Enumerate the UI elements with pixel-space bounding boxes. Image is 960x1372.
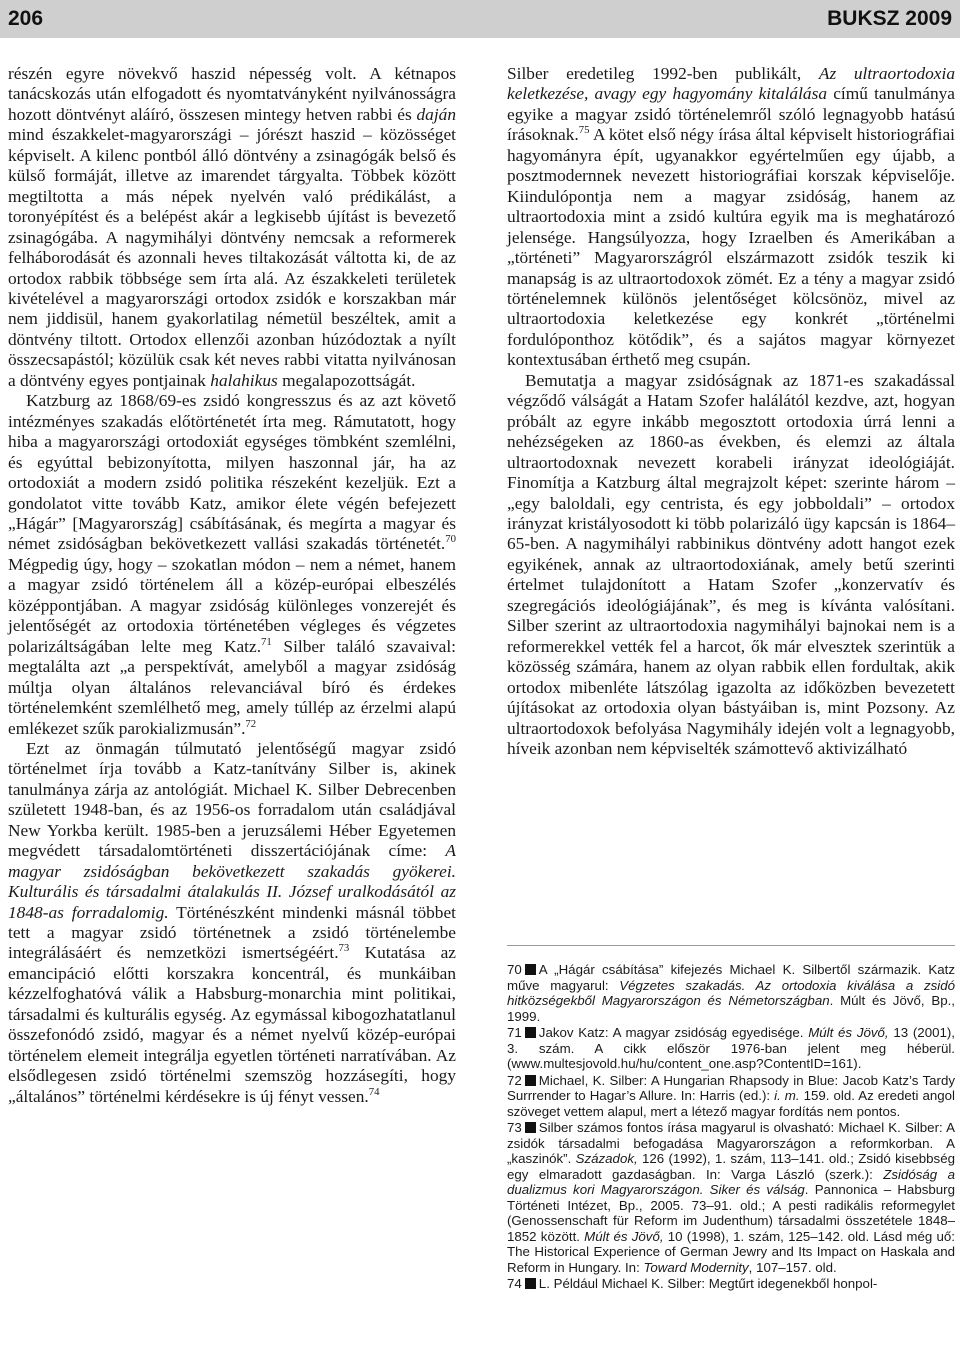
left-column xyxy=(8,64,456,1107)
italic-text: i. m. xyxy=(774,1088,800,1103)
footnote-ref: 71 xyxy=(261,635,272,648)
text-run: Jakov Katz: A magyar zsidóság egyedisége. xyxy=(538,1025,809,1040)
footnote-ref: 75 xyxy=(578,124,590,137)
footnote-ref: 73 xyxy=(338,942,350,955)
square-bullet-icon xyxy=(525,964,536,975)
italic-text: Zsidóság a dualizmus kori Magyarországon. Siker és válság xyxy=(507,1166,955,1197)
text-run: 126 (1992), 1. szám, 113–141. old.; Zsidó kisebbség egy elmaradott gazdaságban. In: Varga László (szerk.): xyxy=(507,1151,955,1182)
left-paragraph-2 xyxy=(8,391,456,739)
text-run: című tanulmánya egyike a magyar zsidó történelemről szóló legnagyobb hatású írásoknak. xyxy=(507,84,956,145)
footnotes xyxy=(507,962,955,1293)
text-run: . Múlt és Jövő, Bp., 1999. xyxy=(507,993,955,1024)
italic-text: A magyar zsidóságban bekövetkezett szakadás gyökerei. Kulturális és társadalmi átalakulás II. József uralkodásától az 1848-as forradalomig. xyxy=(8,841,456,922)
text-run: , 107–157. old. xyxy=(748,1259,837,1275)
text-run: Silber számos fontos írása magyarul is olvasható: Michael K. Silber: A zsidók társadalmi befogadása Magyarországon a reformkorban. A „kaszinók”. xyxy=(507,1120,955,1166)
text-run: Történészként mindenki másnál többet tett a magyar zsidó történetnek a zsidó történelembe integrálásáért és nemzetközi ismertségéért. xyxy=(8,902,456,963)
text-run: Michael, K. Silber: A Hungarian Rhapsody in Blue: Jacob Katz’s Tardy Surrrender to Hagar’s Allure. In: Harris (ed.): xyxy=(507,1072,955,1103)
italic-text: daján xyxy=(416,104,456,124)
text-run: 13 (2001), 3. szám. A cikk először 1976-ban jelent meg héberül. (www.multesjovold.hu/hu/content_one.asp?ContentID=161). xyxy=(507,1025,956,1071)
footnote-number: 73 xyxy=(507,1120,522,1135)
left-paragraph-1 xyxy=(8,64,456,391)
right-column xyxy=(507,64,955,759)
right-paragraph-1 xyxy=(507,64,955,371)
text-run: A „Hágár csábítása” kifejezés Michael K. Silbertől származik. Katz műve magyarul: xyxy=(507,962,955,993)
footnote-number: 74 xyxy=(507,1276,522,1291)
text-run: A kötet első négy írása által képviselt historiográfiai hagyományra épít, ugyanakkor egyértelműen egy újabb, a posztmodernnek nevezett historiográfiai korszak képviselője. Kiindulópontja nem a magyar zsidóság, hanem az ultraortodoxia mint a zsidó kultúra egyik ma is meghatározó jelensége. Hangsúlyozza, hogy Izraelben és Amerikában a „történeti” Magyarországról elszármazott zsidók teszik ki manapság is az ultraortodoxok zömét. Ez a tény a magyar zsidó történelemnek különös jelentőséget kölcsönöz, mivel az ultraortodoxia keletkezése egy konkrét „történelmi fordulóponthoz kötődik”, és a sajátos magyar környezet kontextusában érthető meg csupán. xyxy=(507,125,955,370)
italic-text: Végzetes szakadás. Az ortodoxia kiválása a zsidó hitközségekből Magyarországon és Németországban xyxy=(507,977,955,1008)
text-run: L. Például Michael K. Silber: Megtűrt idegenekből honpol- xyxy=(538,1276,878,1291)
italic-text: Múlt és Jövő, xyxy=(584,1228,664,1244)
text-run: Silber találó szavaival: megtalálta azt „a perspektívát, amelyből a magyar zsidóság múltja olyan általános relevanciával bíró és érdekes történelemként szemlélhető meg, amely túllép az érzelmi alapú emlékezet szűk parokializmusán”. xyxy=(8,636,456,738)
footnote-ref: 72 xyxy=(245,717,257,730)
text-run: Mégpedig úgy, hogy – szokatlan módon – nem a német, hanem a magyar zsidó történelem áll a közép-európai elbeszélés középpontjában. A magyar zsidóság különleges vonzerejét és jelentőségét az ortodoxia történetében végleges és végzetes polarizáltságában lelte meg Katz. xyxy=(8,554,456,656)
italic-text: Múlt és Jövő, xyxy=(808,1025,889,1040)
journal-title: BUKSZ 2009 xyxy=(827,7,952,30)
footnote-ref: 74 xyxy=(368,1085,380,1098)
page-number: 206 xyxy=(8,7,44,30)
footnote xyxy=(507,1073,955,1120)
text-run: 159. old. Az eredeti angol szöveget vettem alapul, mert a létező magyar fordítás nem pontos. xyxy=(507,1088,955,1119)
text-run: részén egyre növekvő haszid népesség volt. A kétnapos tanácskozás után elfogadott és nyomtatványként nyilvánosságra hozott döntvényt aláíró, összesen mintegy hetven rabbi és xyxy=(8,64,456,124)
footnote-divider xyxy=(507,945,955,946)
text-run: mind északkelet-magyarországi – jórészt haszid – közösséget képviselt. A kilenc pontból álló döntvény a zsinagógák belső és külső formáját, illetve az imarendet tárgyalta. Többek között megtiltotta a más népek nyelvén való prédikálást, a toronyépítést és a belépést akár a legkisebb újítást is bevezető zsinagógába. A nagymihályi döntvény nemcsak a reformerek felháborodását és azonnali heves tiltakozását váltotta ki, de az ortodox rabbik többsége sem írta alá. Az északkeleti területek kivételével a magyarországi ortodox zsidók e korszakban már nem jiddisül, hanem gyakorlatilag németül beszéltek, amit a döntvény tiltott. Ortodox ellenzői azonban húzódoztak a nyílt összecsapástól; közülük csak két neves rabbi vitatta nyilvánosan a döntvény egyes pontjainak xyxy=(8,125,456,390)
left-paragraph-3 xyxy=(8,739,456,1107)
running-header xyxy=(0,0,960,38)
italic-text: Az ultraortodoxia keletkezése, avagy egy hagyomány kitalálása xyxy=(507,64,955,104)
square-bullet-icon xyxy=(525,1075,536,1086)
square-bullet-icon xyxy=(525,1027,536,1038)
footnote xyxy=(507,1276,955,1292)
italic-text: Századok, xyxy=(575,1151,638,1166)
italic-text: Toward Modernity xyxy=(643,1259,749,1275)
text-run: . Pannonica – Habsburg Történeti Intézet, Bp., 2005. 73–91. old.; A pesti radikális reformegylet (Genossenschaft für Reform im Judenthum) társadalmi összetétele 1848–1852 között. xyxy=(507,1182,955,1244)
right-paragraph-2: Bemutatja a magyar zsidóságnak az 1871-es szakadással végződő válságát a Hatam Szofer halálától kezdve, azt, hogyan próbált az egyre inkább megosztott ortodoxia úrrá lenni a nehézségeken az 1860-as években, és elemzi az általa ultraortodoxnak nevezett korabeli irányzat ideológiáját. Finomítja a Katzburg által megrajzolt képet: szerinte három – „egy baloldali, egy centrista, és egy jobboldali” – ortodox irányzat kristályosodott ki több polarizáló ügy kapcsán is 1864–65-ben. A nagymihályi rabbinikus döntvény adott hangot ezek egyikének, annak az ultraortodoxiának, amely betű szerinti értelmet tulajdonított a Hatam Szofer „konzervatív és szegregációs ideológiájának”, és meg is kívánta valósítani. Silber szerint az ultraortodoxia nagymihályi bajnokai nem is a reformerekkel vették fel a harcot, ők már elvesztek szerintük a közösség számára, hanem az olyan rabbik ellen fordultak, akik ortodox mibenléte látszólag igazolta az időközben bevezetett újításokat az ortodoxia olyan bástyáiban is, mint Pozsony. Az ultraortodoxok befolyása Nagymihály idején volt a legnagyobb, híveik azonban nem képviselték számottevő aktivizálható xyxy=(507,370,955,758)
footnote xyxy=(507,962,955,1024)
footnote xyxy=(507,1025,955,1072)
text-run: 10 (1998), 1. szám, 125–142. old. Lásd még uő: The Historical Experience of German Jewry and Its Impact on Haskala and Reform in Hungary. In: xyxy=(507,1228,955,1275)
text-run: megalapozottságát. xyxy=(277,370,416,390)
footnote xyxy=(507,1120,955,1275)
text-run: Kutatása az emancipáció előtti korszakra koncentrál, és munkáiban kézzelfoghatóvá válik a Habsburg-monarchia mint politikai, társadalmi és kulturális egység. Az egymással kibogozhatatlanul összefonódó zsidó, magyar és a német nyelvű közép-európai történelem elemeit integrálja egyetlen történeti narratívában. Az elsődlegesen zsidó történelmi szemszög hozzásegíti, hogy „általános” történelmi kérdésekre is új fényt vessen. xyxy=(8,943,456,1106)
square-bullet-icon xyxy=(525,1122,536,1133)
text-run: Silber eredetileg 1992-ben publikált, xyxy=(507,64,819,83)
text-run: Ezt az önmagán túlmutató jelentőségű magyar zsidó történelmet írja tovább a Katz-tanítvány Silber is, akinek tanulmánya zárja az antológiát. Michael K. Silber Debrecenben született 1948-ban, és az 1956-os forradalom után családjával New Yorkba került. 1985-ben a jeruzsálemi Héber Egyetemen megvédett társadalomtörténeti disszertációjának címe: xyxy=(8,738,456,861)
footnote-number: 72 xyxy=(507,1072,522,1088)
footnote-number: 70 xyxy=(507,962,522,977)
footnote-ref: 70 xyxy=(445,533,456,546)
italic-text: halahikus xyxy=(210,370,278,390)
square-bullet-icon xyxy=(525,1278,536,1289)
footnote-number: 71 xyxy=(507,1025,522,1040)
text-run: Katzburg az 1868/69-es zsidó kongresszus és az azt követő intézményes szakadás előtörténetét írta meg. Rámutatott, hogy hiba a magyarországi ortodoxiát egységes tömbként szemlélni, és egyúttal bebizonyította, milyen haszonnal jár, ha az ortodoxiát a modern zsidó politika részeként kezeljük. Ezt a gondolatot vitte tovább Katz, amikor élete végén befejezett „Hágár” [Magyarország] csábításának, és megírta a magyar és német zsidóságban bekövetkezett vallási szakadás történetét. xyxy=(8,391,456,554)
